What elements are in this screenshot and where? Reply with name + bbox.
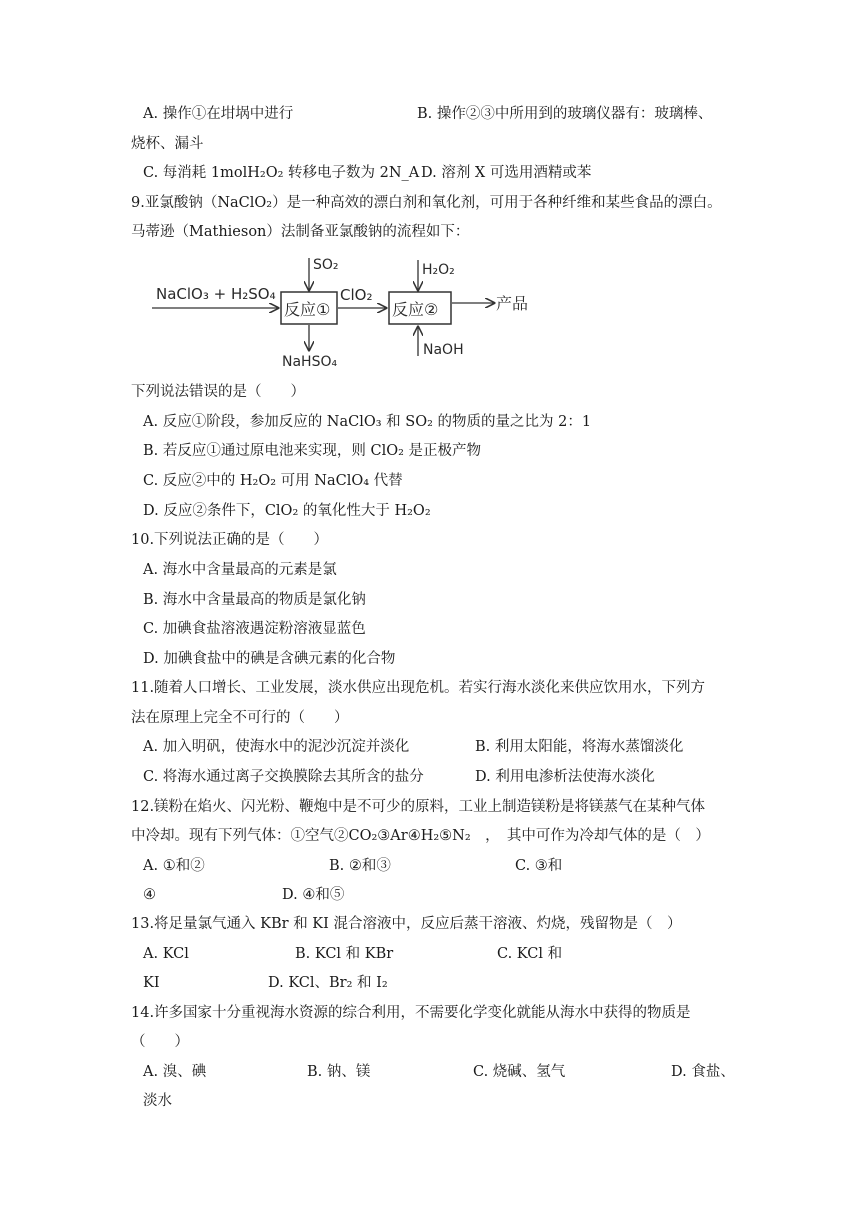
q8-option-c: C. 每消耗 1molH₂O₂ 转移电子数为 2N_A (143, 165, 420, 181)
q10-option-c: C. 加碘食盐溶液遇淀粉溶液显蓝色 (143, 621, 366, 637)
q12-option-d: D. ④和⑤ (282, 887, 345, 903)
q12-stem-line1: 12.镁粉在焰火、闪光粉、鞭炮中是不可少的原料，工业上制造镁粉是将镁蒸气在某种气体 (131, 799, 706, 815)
q11-stem-line1: 11.随着人口增长、工业发展，淡水供应出现危机。若实行海水淡化来供应饮用水，下列方 (131, 680, 706, 696)
naoh-label: NaOH (423, 342, 464, 358)
q11-option-c: C. 将海水通过离子交换膜除去其所含的盐分 (143, 769, 424, 785)
q8-option-b: B. 操作②③中所用到的玻璃仪器有：玻璃棒、 (417, 106, 713, 122)
q9-stem-line1: 9.亚氯酸钠（NaClO₂）是一种高效的漂白剂和氧化剂，可用于各种纤维和某些食品的漂白。 (131, 195, 722, 211)
q10-stem: 10.下列说法正确的是（ ） (131, 532, 329, 548)
q8-option-b-continued: 烧杯、漏斗 (131, 136, 204, 152)
q12-stem-line2: 中冷却。现有下列气体：①空气②CO₂③Ar④H₂⑤N₂ ， 其中可作为冷却气体的是（ ） (131, 828, 710, 844)
q13-option-d: D. KCl、Br₂ 和 I₂ (268, 975, 388, 991)
q10-option-d: D. 加碘食盐中的碘是含碘元素的化合物 (143, 651, 396, 667)
q12-option-a: A. ①和② (143, 858, 205, 874)
q12-option-c-continued: ④ (143, 887, 156, 903)
q12-option-b: B. ②和③ (329, 858, 391, 874)
q14-option-c: C. 烧碱、氢气 (473, 1064, 566, 1080)
reactor1-label: 反应① (284, 300, 331, 319)
q13-option-c: C. KCl 和 (497, 946, 563, 962)
q8-option-d: D. 溶剂 X 可选用酒精或苯 (421, 165, 592, 181)
q11-stem-line2: 法在原理上完全不可行的（ ） (131, 710, 349, 726)
q14-option-a: A. 溴、碘 (143, 1064, 207, 1080)
q14-stem-line2: （ ） (131, 1034, 189, 1050)
q13-option-c-continued: KI (143, 975, 160, 991)
q9-option-a: A. 反应①阶段，参加反应的 NaClO₃ 和 SO₂ 的物质的量之比为 2：1 (143, 414, 592, 430)
clo2-label: ClO₂ (340, 286, 373, 304)
nahso4-label: NaHSO₄ (282, 354, 338, 370)
q10-option-a: A. 海水中含量最高的元素是氯 (143, 562, 337, 578)
q11-option-b: B. 利用太阳能，将海水蒸馏淡化 (475, 739, 684, 755)
so2-label: SO₂ (313, 257, 339, 273)
q14-option-d-continued: 淡水 (143, 1093, 172, 1109)
q10-option-b: B. 海水中含量最高的物质是氯化钠 (143, 592, 366, 608)
q9-option-d: D. 反应②条件下，ClO₂ 的氧化性大于 H₂O₂ (143, 503, 431, 519)
q13-option-b: B. KCl 和 KBr (295, 946, 394, 962)
q8-option-a: A. 操作①在坩埚中进行 (143, 106, 294, 122)
q12-option-c: C. ③和 (515, 858, 563, 874)
q11-option-a: A. 加入明矾，使海水中的泥沙沉淀并淡化 (143, 739, 410, 755)
flow-input-label: NaClO₃ + H₂SO₄ (156, 285, 276, 303)
q9-stem-line2: 马蒂逊（Mathieson）法制备亚氯酸钠的流程如下： (131, 224, 470, 240)
q14-option-b: B. 钠、镁 (307, 1064, 371, 1080)
h2o2-label: H₂O₂ (422, 262, 455, 278)
q14-stem-line1: 14.许多国家十分重视海水资源的综合利用，不需要化学变化就能从海水中获得的物质是 (131, 1005, 691, 1021)
q11-option-d: D. 利用电渗析法使海水淡化 (475, 769, 655, 785)
q9-ask: 下列说法错误的是（ ） (131, 384, 305, 400)
reactor2-label: 反应② (392, 300, 439, 319)
q9-option-b: B. 若反应①通过原电池来实现，则 ClO₂ 是正极产物 (143, 443, 482, 459)
product-label: 产品 (496, 294, 529, 313)
q13-option-a: A. KCl (143, 946, 189, 962)
q9-option-c: C. 反应②中的 H₂O₂ 可用 NaClO₄ 代替 (143, 473, 403, 489)
q9-flow-diagram (150, 252, 550, 374)
q13-stem: 13.将足量氯气通入 KBr 和 KI 混合溶液中，反应后蒸干溶液、灼烧，残留物是（ ） (131, 916, 682, 932)
q14-option-d: D. 食盐、 (671, 1064, 735, 1080)
